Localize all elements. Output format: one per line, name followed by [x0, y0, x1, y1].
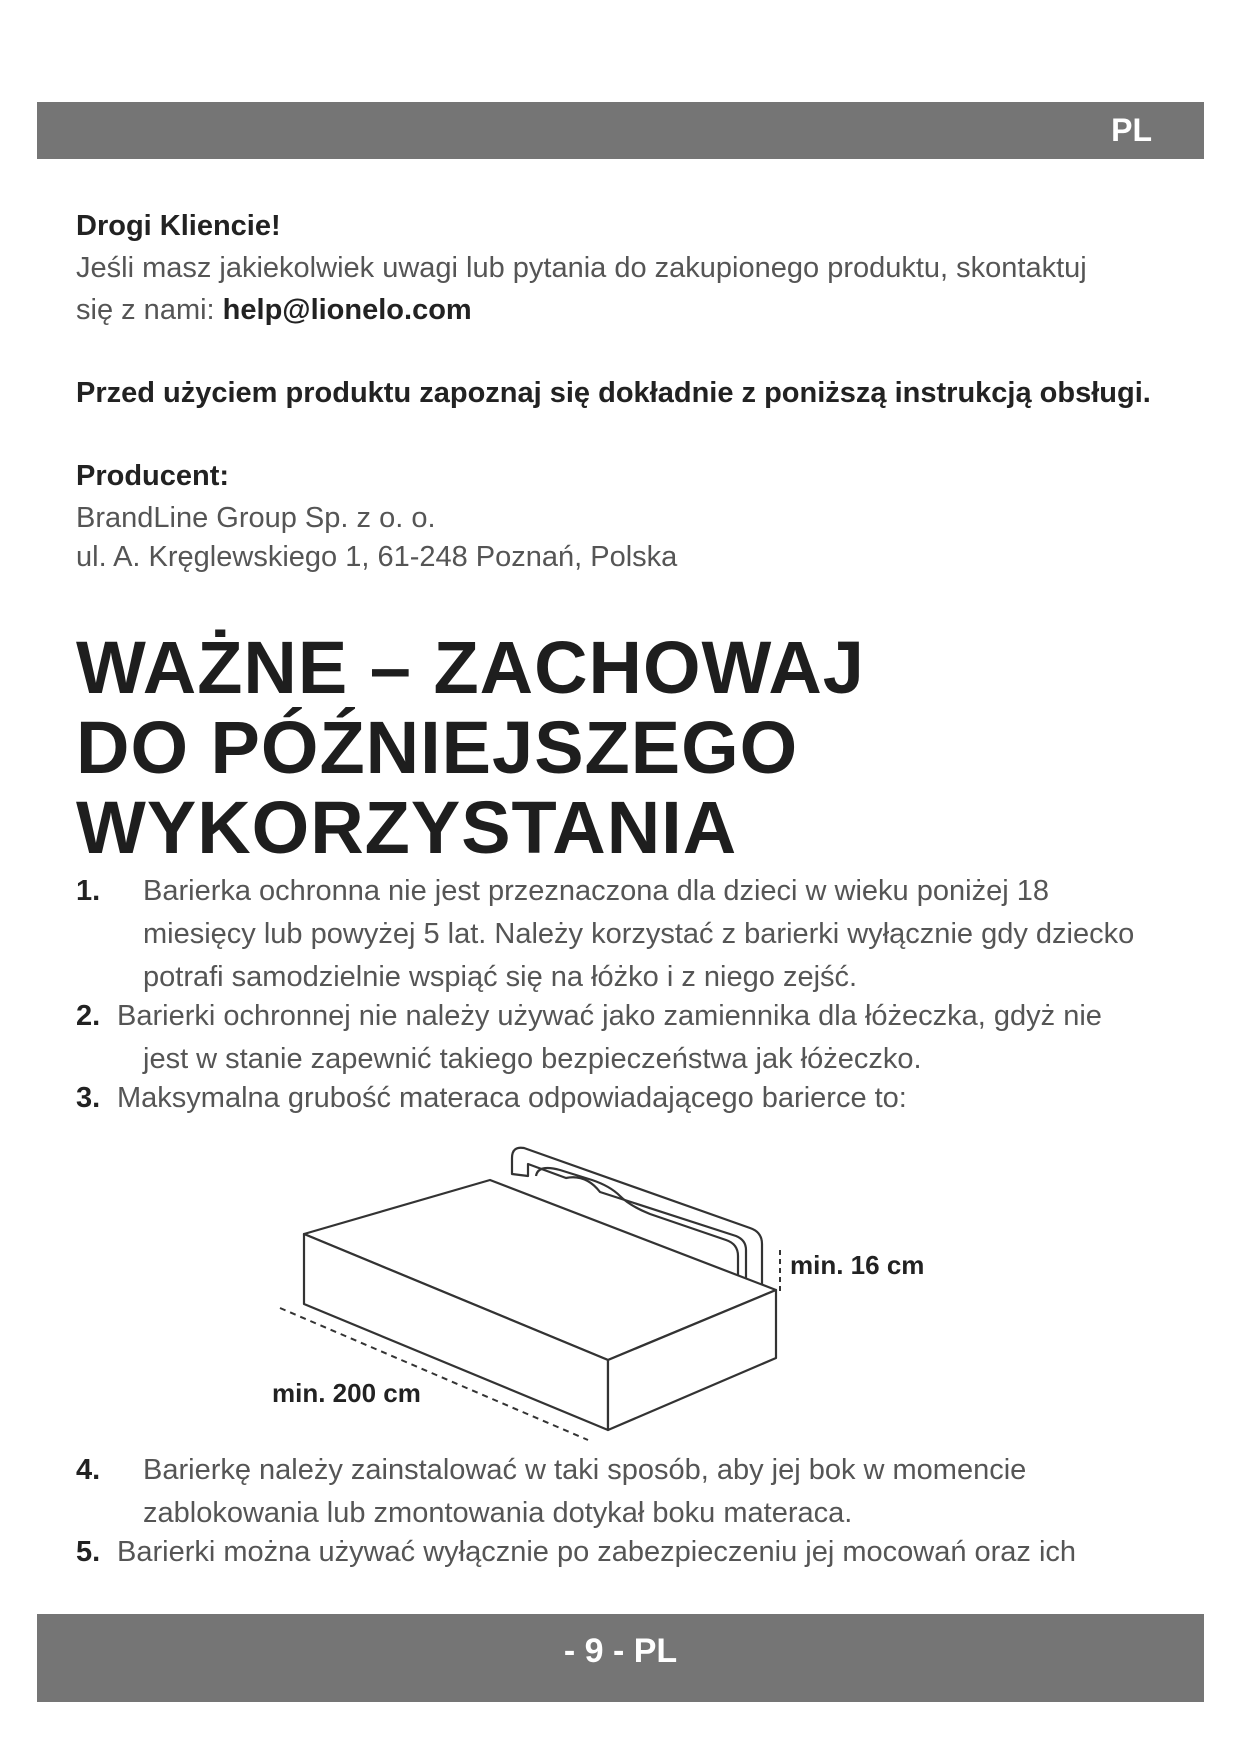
- item-number: 5.: [76, 1536, 101, 1568]
- item-text: Barierki ochronnej nie należy używać jako zamiennika dla łóżeczka, gdyż nie: [117, 1000, 1102, 1032]
- list-item-5: [76, 1531, 1076, 1574]
- producer-label: Producent:: [76, 460, 230, 492]
- header-bar: [37, 102, 1204, 159]
- mattress-figure: [270, 1140, 950, 1450]
- item-number: 2.: [76, 1000, 101, 1032]
- item-text: Barierkę należy zainstalować w taki sposób, aby jej bok w momencie: [143, 1454, 1027, 1486]
- headline-line-3: WYKORZYSTANIA: [76, 786, 738, 869]
- footer-bar: [37, 1614, 1204, 1702]
- list-item-2-cont: jest w stanie zapewnić takiego bezpieczeństwa jak łóżeczko.: [143, 1043, 922, 1075]
- list-item-1-cont: miesięcy lub powyżej 5 lat. Należy korzystać z barierki wyłącznie gdy dziecko: [143, 918, 1135, 950]
- list-item-4: [76, 1449, 1026, 1492]
- item-number: 3.: [76, 1082, 101, 1114]
- length-label: min. 200 cm: [272, 1378, 421, 1408]
- email-link[interactable]: help@lionelo.com: [222, 294, 472, 326]
- item-text: Barierki można używać wyłącznie po zabezpieczeniu jej mocowań oraz ich: [117, 1536, 1077, 1568]
- item-text: Barierka ochronna nie jest przeznaczona dla dzieci w wieku poniżej 18: [143, 875, 1049, 907]
- item-number: 1.: [76, 875, 101, 907]
- language-code: PL: [1111, 112, 1152, 148]
- headline-line-2: DO PÓŹNIEJSZEGO: [76, 706, 799, 789]
- height-label: min. 16 cm: [790, 1250, 925, 1280]
- list-item-4-cont: zablokowania lub zmontowania dotykał boku materaca.: [143, 1497, 853, 1529]
- greeting: Drogi Kliencie!: [76, 210, 281, 242]
- contact-line-2: [76, 289, 472, 331]
- list-item-1: [76, 870, 1049, 913]
- list-item-2: [76, 995, 1102, 1038]
- item-text: Maksymalna grubość materaca odpowiadającego barierce to:: [117, 1082, 907, 1114]
- list-item-3: [76, 1077, 907, 1120]
- item-number: 4.: [76, 1454, 101, 1486]
- headline-line-1: WAŻNE – ZACHOWAJ: [76, 626, 865, 709]
- producer-address: ul. A. Kręglewskiego 1, 61-248 Poznań, Polska: [76, 541, 678, 573]
- page-number: - 9 - PL: [563, 1632, 678, 1670]
- producer-company: BrandLine Group Sp. z o. o.: [76, 502, 436, 534]
- contact-prefix: się z nami:: [76, 294, 223, 326]
- headline: [76, 628, 865, 868]
- list-item-1-cont: potrafi samodzielnie wspiąć się na łóżko i z niego zejść.: [143, 961, 858, 993]
- read-instruction: Przed użyciem produktu zapoznaj się dokładnie z poniższą instrukcją obsługi.: [76, 377, 1151, 409]
- contact-line-1: Jeśli masz jakiekolwiek uwagi lub pytania do zakupionego produktu, skontaktuj: [76, 252, 1087, 284]
